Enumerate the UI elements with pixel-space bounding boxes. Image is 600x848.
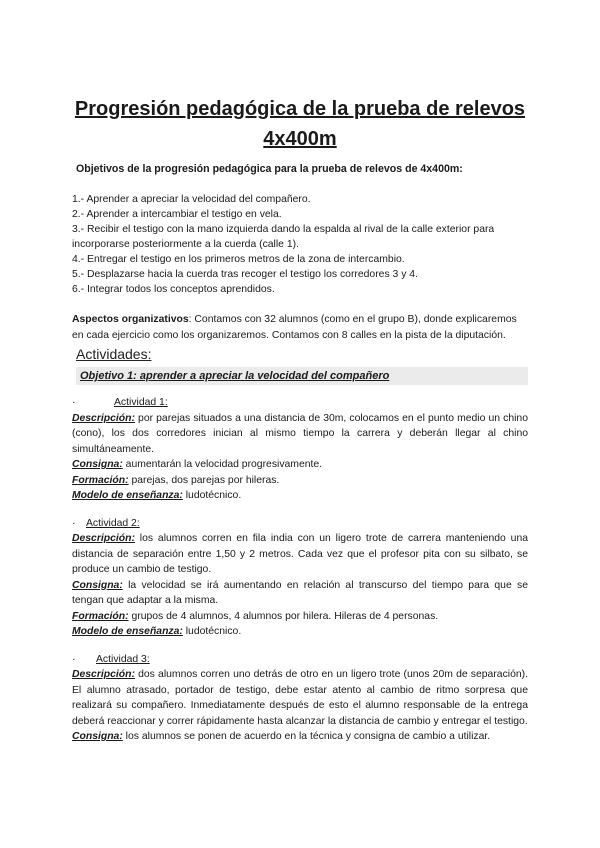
activity-title-label: Actividad 2: [86, 517, 140, 529]
objectives-list [72, 192, 528, 297]
activity-consigna: Consigna: la velocidad se irá aumentando en relación al transcurso del tiempo para que se tengan que adaptar a la misma. [72, 579, 528, 606]
activity-block [72, 516, 528, 640]
activity-consigna: Consigna: los alumnos se ponen de acuerdo en la técnica y consigna de cambio a utilizar. [72, 731, 491, 742]
objective-item: 4.- Entregar el testigo en los primeros metros de la zona de intercambio. [72, 254, 405, 265]
activity-title [72, 516, 528, 532]
organizational-paragraph [72, 312, 528, 343]
objectives-heading: Objetivos de la progresión pedagógica para la prueba de relevos de 4x400m: [76, 163, 463, 175]
activity-title-label: Actividad 3: [96, 653, 150, 665]
activity-block [72, 652, 528, 745]
bullet-icon: · [72, 653, 76, 665]
objective-item: 1.- Aprender a apreciar la velocidad del compañero. [72, 194, 311, 205]
activity-title [72, 652, 528, 668]
objective-item: 5.- Desplazarse hacia la cuerda tras recoger el testigo los corredores 3 y 4. [72, 269, 418, 280]
activity-title: · Actividad 1: [72, 395, 528, 411]
objective-item: 2.- Aprender a intercambiar el testigo en vela. [72, 209, 282, 220]
objective-item: 6.- Integrar todos los conceptos aprendidos. [72, 284, 275, 295]
activity-consigna: Consigna: aumentarán la velocidad progresivamente. [72, 459, 323, 470]
objective-1-heading: Objetivo 1: aprender a apreciar la velocidad del compañero [76, 367, 528, 385]
activity-description: Descripción: los alumnos corren en fila india con un ligero trote de carrera manteniendo una distancia de separación entre 1,50 y 2 metros. Cada vez que el profesor pita con su silbato, se produce un cambio de testigo. [72, 533, 528, 575]
activity-modelo: Modelo de enseñanza: ludotécnico. [72, 490, 242, 501]
organizational-text: : Contamos con 32 alumnos (como en el grupo B), donde explicaremos en cada ejercicio como los organizaremos. Contamos con 8 calles en la pista de la diputación. [72, 314, 517, 341]
activity-description: Descripción: por parejas situados a una distancia de 30m, colocamos en el punto medio un chino (cono), los dos corredores inician al mismo tiempo la carrera y deberán llegar al chino simultáneamente. [72, 412, 528, 455]
activity-formacion: Formación: parejas, dos parejas por hileras. [72, 474, 280, 486]
activity-description: Descripción: dos alumnos corren uno detrás de otro en un ligero trote (unos 20m de separación). El alumno atrasado, portador de testigo, debe estar atento al cambio de ritmo sorpresa que realizará su compañero. Inmediatamente después de esto el alumno responsable de la entrega deberá reaccionar y correr rápidamente hasta alcanzar la distancia de cambio y entregar el testigo. [72, 669, 528, 727]
bullet-icon: · [72, 517, 76, 529]
activity-formacion: Formación: grupos de 4 alumnos, 4 alumnos por hilera. Hileras de 4 personas. [72, 610, 439, 622]
page-title: Progresión pedagógica de la prueba de relevos 4x400m [74, 98, 526, 150]
activity-modelo: Modelo de enseñanza: ludotécnico. [72, 626, 242, 637]
bullet-icon: · [72, 397, 76, 408]
activities-heading: Actividades: [76, 346, 152, 362]
objective-item: 3.- Recibir el testigo con la mano izquierda dando la espalda al rival de la calle exterior para incorporarse posteriormente a la cuerda (calle 1). [72, 224, 495, 250]
organizational-label: Aspectos organizativos [72, 314, 189, 325]
activity-block [72, 395, 528, 504]
